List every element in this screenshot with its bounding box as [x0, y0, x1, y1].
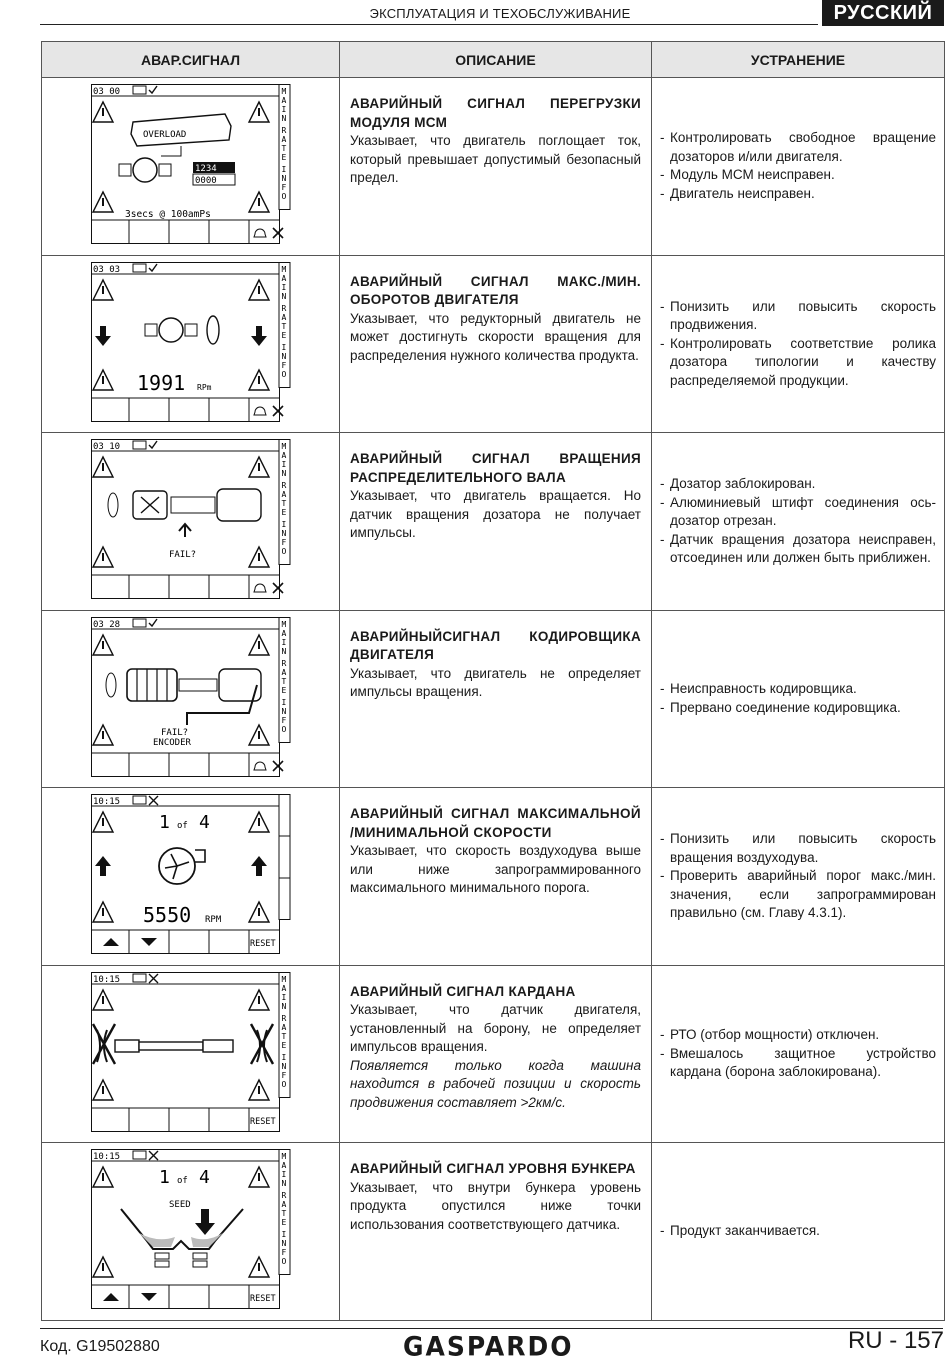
svg-text:M: M — [281, 619, 286, 629]
svg-text:F: F — [281, 360, 286, 370]
alarm-title: АВАРИЙНЫЙСИГНАЛ КОДИРОВЩИКА ДВИГАТЕЛЯ — [350, 628, 641, 662]
remedy-cell — [652, 255, 945, 433]
rpm-value: 5550 — [142, 903, 191, 927]
footer-divider — [40, 1328, 943, 1329]
alarm-description: Указывает, что редукторный двигатель не может достигнуть скорости вращения для распределения нужного количества продукта. — [350, 310, 641, 363]
svg-text:I: I — [281, 460, 286, 469]
svg-text:N: N — [281, 706, 286, 716]
svg-text:N: N — [281, 646, 286, 656]
svg-text:O: O — [281, 1257, 286, 1266]
svg-text:I: I — [281, 105, 286, 114]
svg-text:T: T — [281, 499, 286, 508]
side-tab-rate-r: R — [281, 126, 286, 135]
svg-text:R: R — [281, 1013, 286, 1023]
svg-text:F: F — [281, 715, 286, 725]
table-row — [42, 255, 945, 433]
page-current: 1 — [158, 812, 170, 833]
svg-text:E: E — [281, 330, 286, 340]
svg-text:A: A — [281, 490, 286, 499]
page-of: of — [176, 1176, 188, 1186]
table-row — [42, 788, 945, 966]
remedy-cell — [652, 788, 945, 966]
remedy-cell — [652, 965, 945, 1143]
svg-text:M: M — [281, 1152, 286, 1161]
remedy-item: - Дозатор заблокирован. — [660, 475, 936, 494]
svg-text:I: I — [281, 342, 286, 352]
rpm-value: 1991 — [136, 370, 185, 395]
alarm-screen-cell — [42, 433, 340, 611]
remedy-item: - Проверить аварийный порог макс./мин. значения, если запрограммирован правильно (см. Главу 4.3.1). — [660, 867, 936, 923]
overload-current-label: 3secs @ 100amPs — [124, 209, 211, 220]
svg-text:T: T — [281, 1031, 286, 1041]
table-row — [42, 433, 945, 611]
seed-label: SEED — [168, 1200, 191, 1210]
counter-bottom: 0000 — [194, 176, 217, 186]
alarm-screen-cell — [42, 1143, 340, 1321]
overload-screen-drawing — [91, 84, 291, 244]
counter-top: 1234 — [194, 164, 217, 174]
description-cell — [340, 433, 652, 611]
alarm-screen-encoder — [91, 617, 291, 777]
page-total: 4 — [198, 1167, 210, 1188]
svg-text:I: I — [281, 1230, 286, 1239]
page-number: RU - 157 — [847, 1327, 944, 1354]
svg-text:T: T — [281, 144, 286, 153]
svg-text:M: M — [281, 264, 286, 274]
cardan-screen-drawing — [91, 972, 291, 1132]
alarm-screen-cell — [42, 255, 340, 433]
svg-text:M: M — [281, 974, 286, 984]
svg-text:F: F — [281, 538, 286, 547]
rpm-unit: RPm — [196, 382, 211, 392]
svg-text:A: A — [281, 667, 286, 677]
alarm-description: Указывает, что датчик двигателя, установленный на борону, не определяет импульсов вращения. — [350, 1002, 641, 1054]
svg-text:R: R — [281, 658, 286, 668]
remedy-item: - Датчик вращения дозатора неисправен, отсоединен или должен быть приближен. — [660, 531, 936, 568]
page-current: 1 — [158, 1167, 170, 1188]
alarm-screen-cell — [42, 78, 340, 256]
svg-text:E: E — [281, 1040, 286, 1050]
svg-text:I: I — [281, 520, 286, 529]
svg-text:N: N — [281, 1179, 286, 1188]
alarm-screen-cardan — [91, 972, 291, 1132]
alarm-table — [41, 41, 945, 1321]
remedy-cell — [652, 610, 945, 788]
svg-text:F: F — [281, 1248, 286, 1257]
svg-text:O: O — [281, 1079, 286, 1089]
code-value: G19502880 — [76, 1338, 160, 1355]
fail-label: FAIL? — [160, 727, 188, 738]
alarm-title: АВАРИЙНЫЙ СИГНАЛ УРОВНЯ БУНКЕРА — [350, 1161, 636, 1176]
svg-text:A: A — [281, 628, 286, 638]
remedy-item: - Понизить или повысить скорость вращения воздуходува. — [660, 830, 936, 867]
description-cell — [340, 965, 652, 1143]
header-divider — [40, 24, 818, 25]
code-label: Код. — [40, 1338, 72, 1355]
svg-text:I: I — [281, 282, 286, 292]
svg-text:N: N — [281, 1061, 286, 1071]
reset-softkey: RESET — [249, 1116, 276, 1127]
svg-text:N: N — [281, 351, 286, 361]
svg-text:O: O — [281, 547, 286, 556]
alarm-screen-hopper — [91, 1149, 291, 1309]
svg-text:O: O — [281, 192, 286, 201]
overload-label: OVERLOAD — [142, 130, 186, 140]
language-tab: РУССКИЙ — [822, 0, 944, 26]
svg-text:R: R — [281, 1191, 286, 1200]
svg-text:N: N — [281, 469, 286, 478]
svg-text:R: R — [281, 481, 286, 490]
status-text: 03 03 — [92, 264, 120, 275]
svg-text:A: A — [281, 1200, 286, 1209]
column-header-description: ОПИСАНИЕ — [340, 42, 652, 78]
remedy-cell — [652, 78, 945, 256]
alarm-description: Указывает, что внутри бункера уровень продукта опустился ниже точки использования соответствующего датчика. — [350, 1179, 641, 1232]
column-header-remedy: УСТРАНЕНИЕ — [652, 42, 945, 78]
reset-softkey: RESET — [249, 1294, 276, 1304]
description-cell — [340, 255, 652, 433]
svg-text:I: I — [281, 992, 286, 1002]
rpm-screen-drawing — [91, 262, 291, 422]
alarm-screen-cell — [42, 788, 340, 966]
shaft-screen-drawing — [91, 439, 291, 599]
document-code — [40, 1338, 160, 1356]
status-text: 10:15 — [92, 974, 120, 985]
side-tab-main-m: M — [281, 87, 286, 96]
table-row — [42, 965, 945, 1143]
remedy-cell — [652, 1143, 945, 1321]
remedy-item: - Двигатель неисправен. — [660, 185, 936, 204]
alarm-title: АВАРИЙНЫЙ СИГНАЛ МАКС./МИН. ОБОРОТОВ ДВИГАТЕЛЯ — [350, 273, 641, 307]
hopper-screen-drawing — [91, 1149, 291, 1309]
column-header-alarm: АВАР.СИГНАЛ — [42, 42, 340, 78]
svg-text:O: O — [281, 369, 286, 379]
svg-text:O: O — [281, 724, 286, 734]
svg-text:N: N — [281, 529, 286, 538]
svg-text:A: A — [281, 451, 286, 460]
svg-text:A: A — [281, 1161, 286, 1170]
remedy-item: - РТО (отбор мощности) отключен. — [660, 1026, 936, 1045]
svg-text:A: A — [281, 96, 286, 105]
alarm-title: АВАРИЙНЫЙ СИГНАЛ КАРДАНА — [350, 983, 576, 999]
side-tab-info-i: I — [281, 165, 286, 174]
svg-text:I: I — [281, 1052, 286, 1062]
alarm-screen-overload — [91, 84, 291, 244]
encoder-label: ENCODER — [152, 737, 191, 748]
alarm-screen-shaft — [91, 439, 291, 599]
svg-text:N: N — [281, 1001, 286, 1011]
running-header: ЭКСПЛУАТАЦИЯ И ТЕХОБСЛУЖИВАНИЕ — [369, 6, 631, 21]
fan-screen-drawing — [91, 794, 291, 954]
remedy-item: - Понизить или повысить скорость продвижения. — [660, 298, 936, 335]
fail-label: FAIL? — [168, 550, 196, 560]
reset-softkey: RESET — [249, 939, 276, 949]
svg-text:E: E — [281, 685, 286, 695]
encoder-icon — [127, 669, 177, 701]
remedy-item: - Контролировать свободное вращение дозаторов и/или двигателя. — [660, 129, 936, 166]
alarm-title: АВАРИЙНЫЙ СИГНАЛ ВРАЩЕНИЯ РАСПРЕДЕЛИТЕЛЬНОГО ВАЛА — [350, 451, 641, 485]
svg-text:I: I — [281, 697, 286, 707]
remedy-item: - Модуль МСМ неисправен. — [660, 166, 936, 185]
alarm-description: Указывает, что скорость воздуходува выше или ниже запрограммированного максимального минимального порога. — [350, 843, 641, 895]
status-text: 10:15 — [92, 1152, 120, 1162]
alarm-description: Указывает, что двигатель вращается. Но датчик вращения дозатора не получает импульсы. — [350, 488, 641, 540]
table-row — [42, 78, 945, 256]
remedy-cell — [652, 433, 945, 611]
svg-text:E: E — [281, 153, 286, 162]
status-text: 03 28 — [92, 619, 120, 630]
svg-text:A: A — [281, 983, 286, 993]
remedy-item: - Продукт заканчивается. — [660, 1222, 936, 1241]
svg-text:I: I — [281, 637, 286, 647]
svg-text:N: N — [281, 291, 286, 301]
alarm-note: Появляется только когда машина находится в рабочей позиции и скорость продвижения составляет >2км/с. — [350, 1057, 641, 1110]
remedy-item: - Прервано соединение кодировщика. — [660, 699, 936, 718]
svg-text:F: F — [281, 183, 286, 192]
description-cell — [340, 1143, 652, 1321]
alarm-screen-cell — [42, 965, 340, 1143]
alarm-description: Указывает, что двигатель не определяет импульсы вращения. — [350, 665, 641, 699]
table-header-row — [42, 42, 945, 78]
table-row — [42, 610, 945, 788]
alarm-title: АВАРИЙНЫЙ СИГНАЛ ПЕРЕГРУЗКИ МОДУЛЯ МСМ — [350, 96, 641, 130]
alarm-description: Указывает, что двигатель поглощает ток, который превышает допустимый безопасный предел. — [350, 133, 641, 185]
status-text: 03 10 — [92, 442, 120, 452]
svg-text:F: F — [281, 1070, 286, 1080]
remedy-item: - Вмешалось защитное устройство кардана (борона заблокирована). — [660, 1045, 936, 1082]
svg-text:A: A — [281, 135, 286, 144]
alarm-screen-cell — [42, 610, 340, 788]
svg-text:T: T — [281, 676, 286, 686]
remedy-item: - Неисправность кодировщика. — [660, 680, 936, 699]
status-text: 03 00 — [92, 87, 120, 97]
remedy-item: - Алюминиевый штифт соединения ось-дозатор отрезан. — [660, 494, 936, 531]
alarm-title: АВАРИЙНЫЙ СИГНАЛ МАКСИМАЛЬНОЙ /МИНИМАЛЬНОЙ СКОРОСТИ — [350, 806, 641, 840]
svg-text:M: M — [281, 442, 286, 451]
svg-text:E: E — [281, 508, 286, 517]
svg-text:N: N — [281, 114, 286, 123]
svg-text:I: I — [281, 1170, 286, 1179]
description-cell — [340, 610, 652, 788]
svg-text:E: E — [281, 1218, 286, 1227]
table-row — [42, 1143, 945, 1321]
brand-logo: GASPARDO — [403, 1331, 574, 1362]
alarm-screen-fan — [91, 794, 291, 954]
svg-text:R: R — [281, 303, 286, 313]
svg-text:A: A — [281, 312, 286, 322]
svg-text:T: T — [281, 1209, 286, 1218]
description-cell — [340, 788, 652, 966]
page-total: 4 — [198, 812, 210, 833]
remedy-item: - Контролировать соответствие ролика дозатора типологии и качеству распределяемой продукции. — [660, 335, 936, 391]
alarm-screen-rpm — [91, 262, 291, 422]
encoder-screen-drawing — [91, 617, 291, 777]
page-of: of — [176, 821, 188, 831]
svg-text:A: A — [281, 273, 286, 283]
svg-text:A: A — [281, 1022, 286, 1032]
svg-text:N: N — [281, 174, 286, 183]
svg-text:T: T — [281, 321, 286, 331]
status-text: 10:15 — [92, 797, 120, 807]
rpm-unit: RPM — [204, 915, 221, 925]
description-cell — [340, 78, 652, 256]
svg-text:N: N — [281, 1239, 286, 1248]
